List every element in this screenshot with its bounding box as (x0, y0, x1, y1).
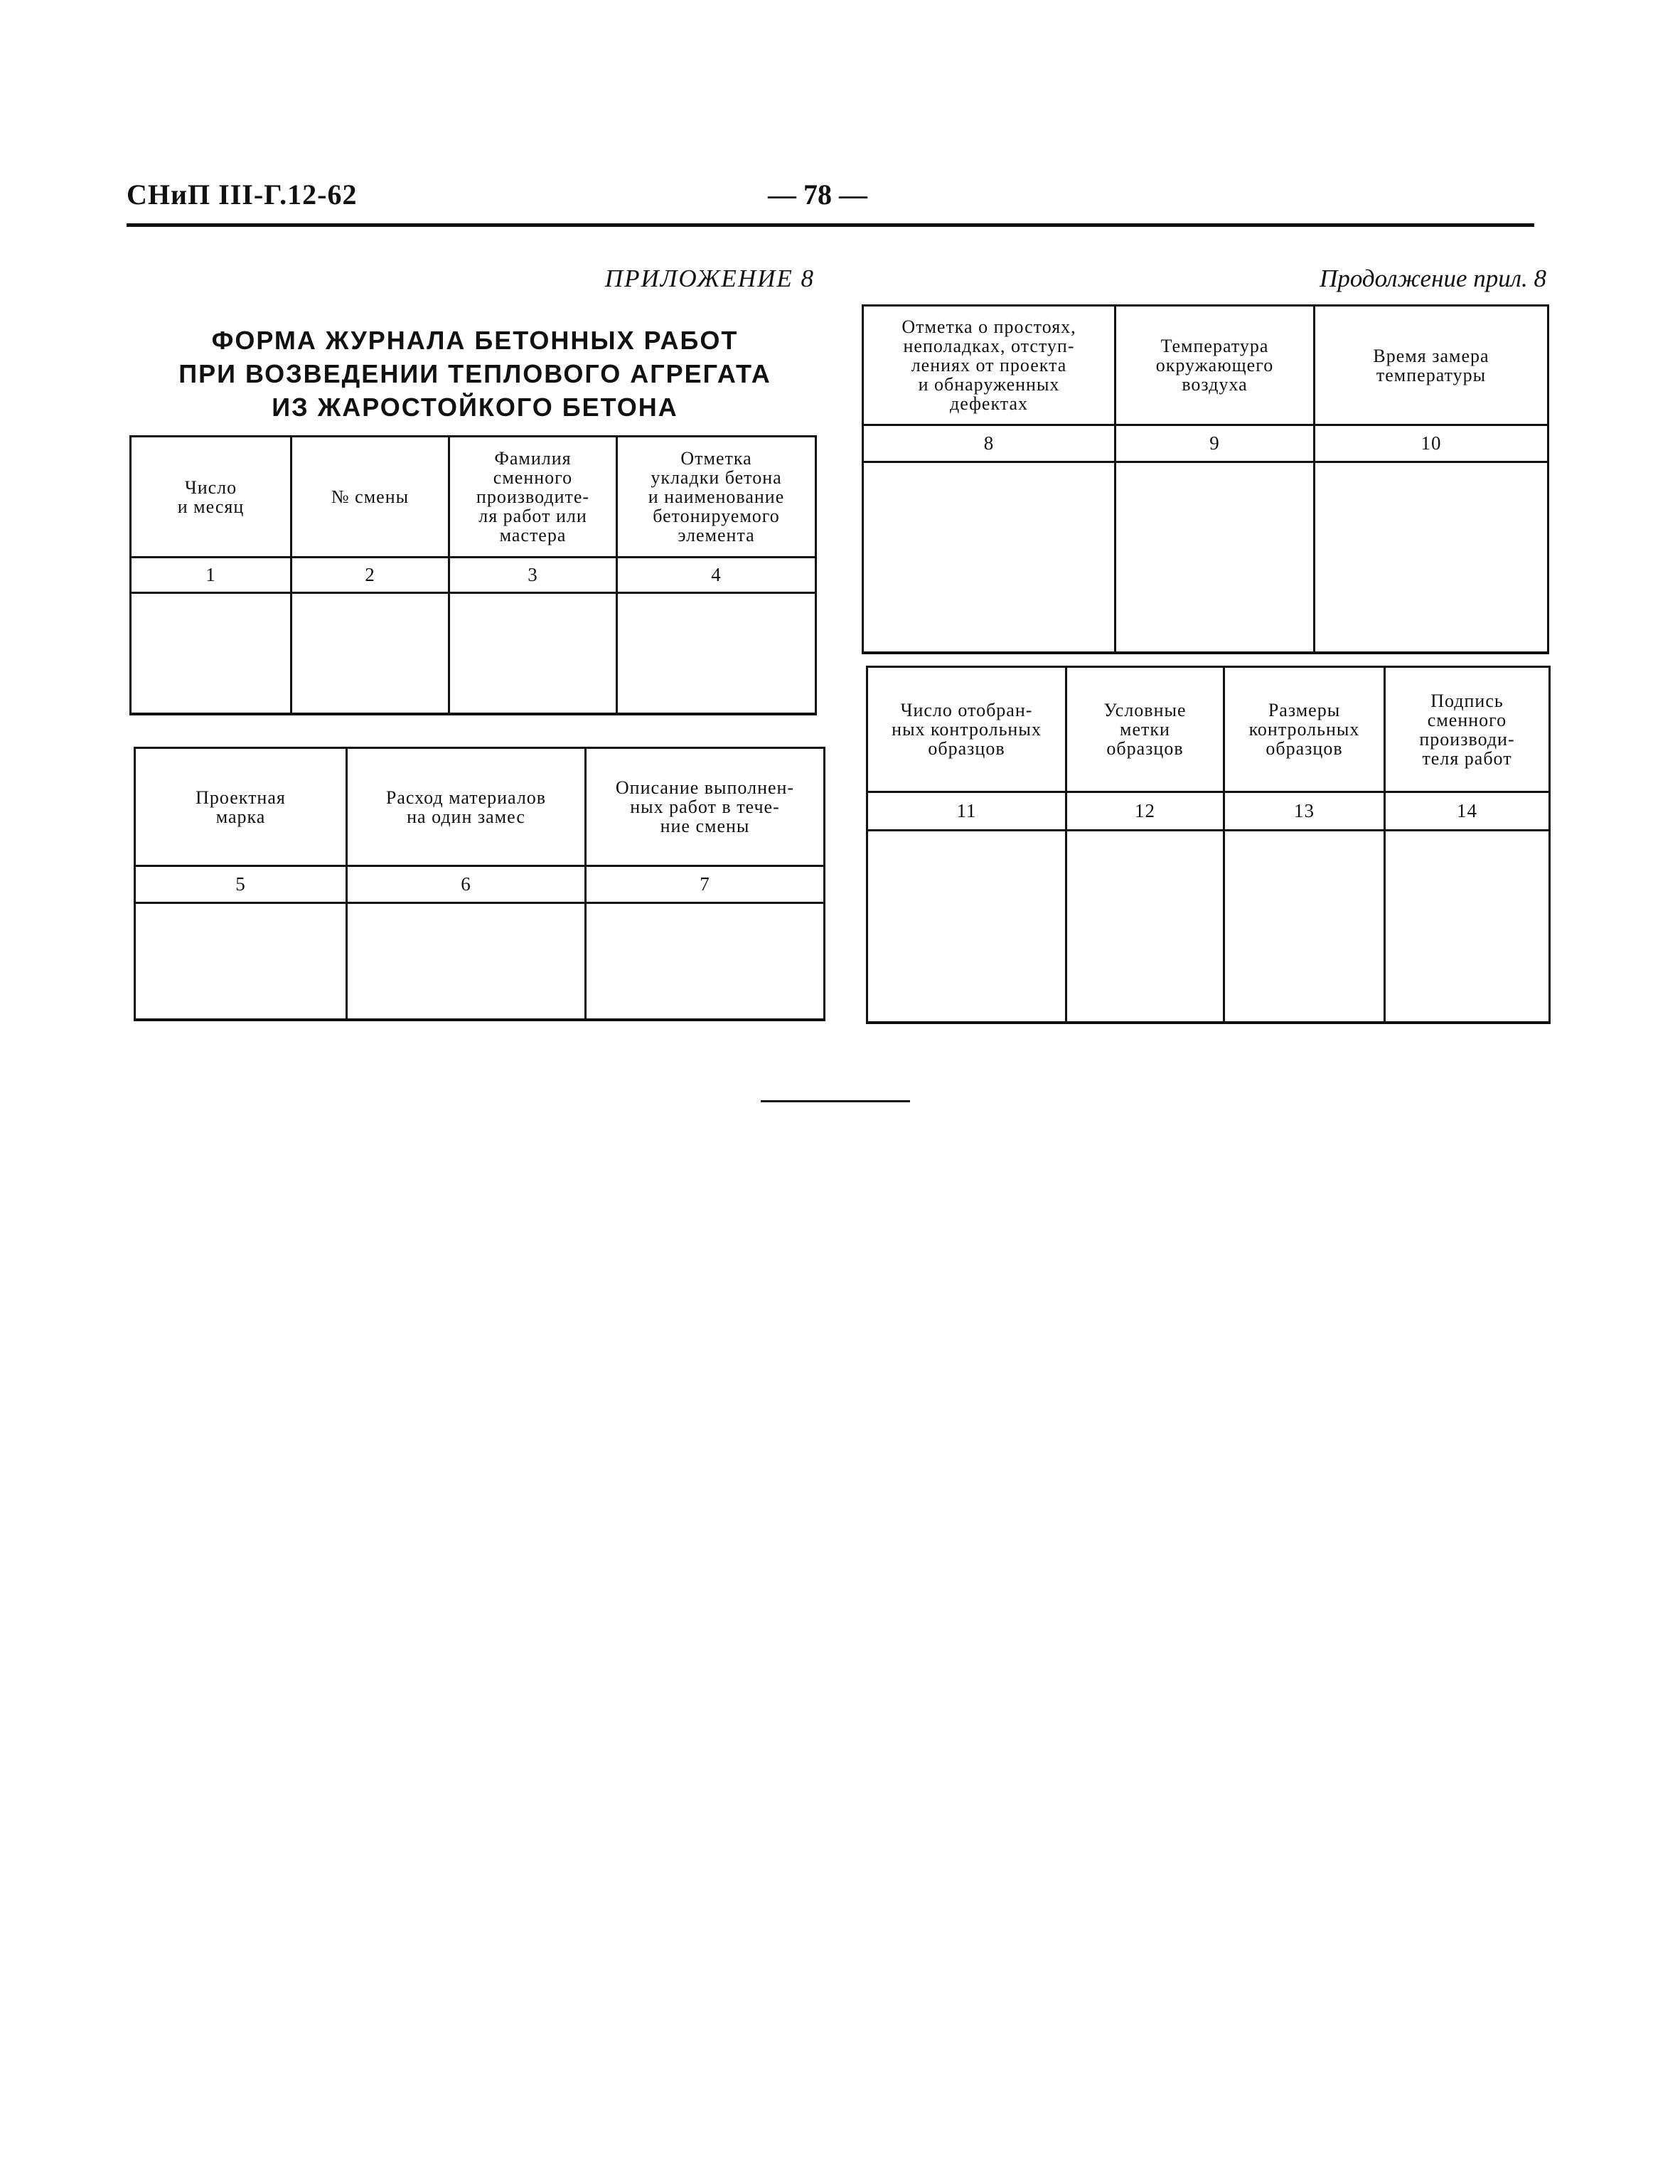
column-header: Фамилия сменного производите- ля работ или мастера (449, 437, 617, 558)
page-number: — 78 — (768, 179, 867, 211)
column-number: 3 (449, 558, 617, 593)
column-header: Число и месяц (131, 437, 291, 558)
entry-cell[interactable] (135, 903, 347, 1020)
column-header: Время замера температуры (1315, 306, 1548, 425)
entry-cell[interactable] (586, 903, 825, 1020)
column-number: 5 (135, 866, 347, 903)
document-code: СНиП III-Г.12-62 (127, 179, 358, 211)
header-rule (127, 223, 1534, 227)
column-number: 12 (1066, 792, 1224, 831)
journal-table-3 (862, 304, 1549, 654)
column-number: 2 (291, 558, 449, 593)
journal-table-1 (129, 435, 817, 715)
entry-cell[interactable] (1066, 831, 1224, 1023)
entry-cell[interactable] (1315, 462, 1548, 653)
column-header: Подпись сменного производи- теля работ (1385, 667, 1550, 792)
column-number: 14 (1385, 792, 1550, 831)
journal-table-4 (866, 666, 1551, 1024)
form-title: ФОРМА ЖУРНАЛА БЕТОННЫХ РАБОТ ПРИ ВОЗВЕДЕНИИ ТЕПЛОВОГО АГРЕГАТА ИЗ ЖАРОСТОЙКОГО БЕТОНА (178, 326, 771, 422)
entry-cell[interactable] (1224, 831, 1385, 1023)
continuation-label: Продолжение прил. 8 (1320, 265, 1546, 292)
column-number: 11 (867, 792, 1066, 831)
entry-cell[interactable] (449, 593, 617, 714)
column-number: 6 (347, 866, 586, 903)
column-number: 7 (586, 866, 825, 903)
column-number: 1 (131, 558, 291, 593)
entry-cell[interactable] (291, 593, 449, 714)
column-header: Отметка укладки бетона и наименование бетонируемого элемента (617, 437, 816, 558)
entry-cell[interactable] (347, 903, 586, 1020)
column-header: Размеры контрольных образцов (1224, 667, 1385, 792)
column-header: Отметка о простоях, неполадках, отступ- лениях от проекта и обнаруженных дефектах (863, 306, 1115, 425)
column-number: 8 (863, 425, 1115, 462)
entry-cell[interactable] (617, 593, 816, 714)
column-header: № смены (291, 437, 449, 558)
entry-cell[interactable] (863, 462, 1115, 653)
column-header: Описание выполнен- ных работ в тече- ние смены (586, 748, 825, 866)
entry-cell[interactable] (131, 593, 291, 714)
entry-cell[interactable] (1115, 462, 1315, 653)
entry-cell[interactable] (867, 831, 1066, 1023)
column-header: Число отобран- ных контрольных образцов (867, 667, 1066, 792)
appendix-label: ПРИЛОЖЕНИЕ 8 (604, 265, 815, 292)
column-number: 4 (617, 558, 816, 593)
column-header: Расход материалов на один замес (347, 748, 586, 866)
entry-cell[interactable] (1385, 831, 1550, 1023)
closing-rule (761, 1100, 910, 1102)
column-number: 13 (1224, 792, 1385, 831)
column-number: 9 (1115, 425, 1315, 462)
column-number: 10 (1315, 425, 1548, 462)
journal-table-2 (134, 747, 825, 1021)
column-header: Проектная марка (135, 748, 347, 866)
column-header: Условные метки образцов (1066, 667, 1224, 792)
column-header: Температура окружающего воздуха (1115, 306, 1315, 425)
